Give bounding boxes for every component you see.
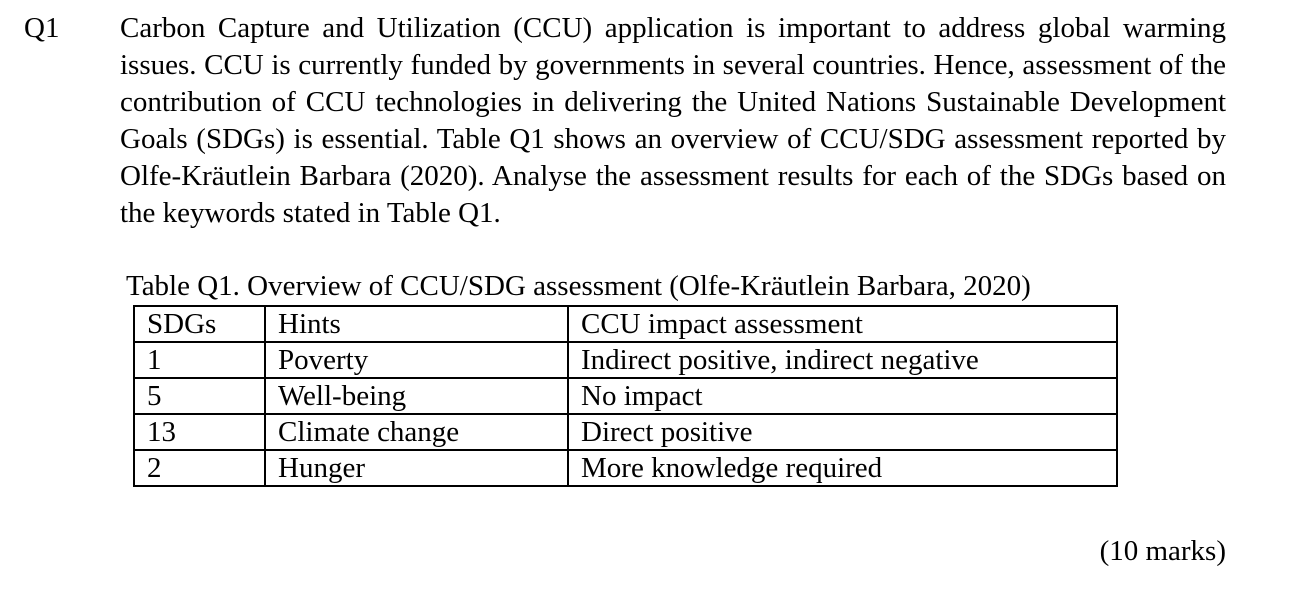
header-hints: Hints	[265, 306, 568, 342]
table-header-row	[134, 306, 1117, 342]
table-row	[134, 450, 1117, 486]
table-caption: Table Q1. Overview of CCU/SDG assessment (Olfe-Kräutlein Barbara, 2020)	[126, 270, 1031, 302]
table-row	[134, 414, 1117, 450]
header-sdgs: SDGs	[134, 306, 265, 342]
cell-hint: Climate change	[265, 414, 568, 450]
cell-impact: No impact	[568, 378, 1117, 414]
cell-hint: Well-being	[265, 378, 568, 414]
cell-sdg: 13	[134, 414, 265, 450]
question-text: Carbon Capture and Utilization (CCU) application is important to address global warming issues. CCU is currently funded by governments in several countries. Hence, assessment of the contribution of CCU technologies in delivering the United Nations Sustainable Development Goals (SDGs) is essential. Table Q1 shows an overview of CCU/SDG assessment reported by Olfe-Kräutlein Barbara (2020). Analyse the assessment results for each of the SDGs based on the keywords stated in Table Q1.	[120, 12, 1226, 229]
table-row	[134, 342, 1117, 378]
header-impact: CCU impact assessment	[568, 306, 1117, 342]
assessment-table	[133, 305, 1118, 487]
question-number: Q1	[24, 12, 60, 44]
cell-sdg: 5	[134, 378, 265, 414]
cell-sdg: 2	[134, 450, 265, 486]
cell-sdg: 1	[134, 342, 265, 378]
cell-impact: Indirect positive, indirect negative	[568, 342, 1117, 378]
cell-impact: Direct positive	[568, 414, 1117, 450]
cell-impact: More knowledge required	[568, 450, 1117, 486]
table-row	[134, 378, 1117, 414]
marks-label: (10 marks)	[1099, 535, 1226, 567]
cell-hint: Poverty	[265, 342, 568, 378]
cell-hint: Hunger	[265, 450, 568, 486]
